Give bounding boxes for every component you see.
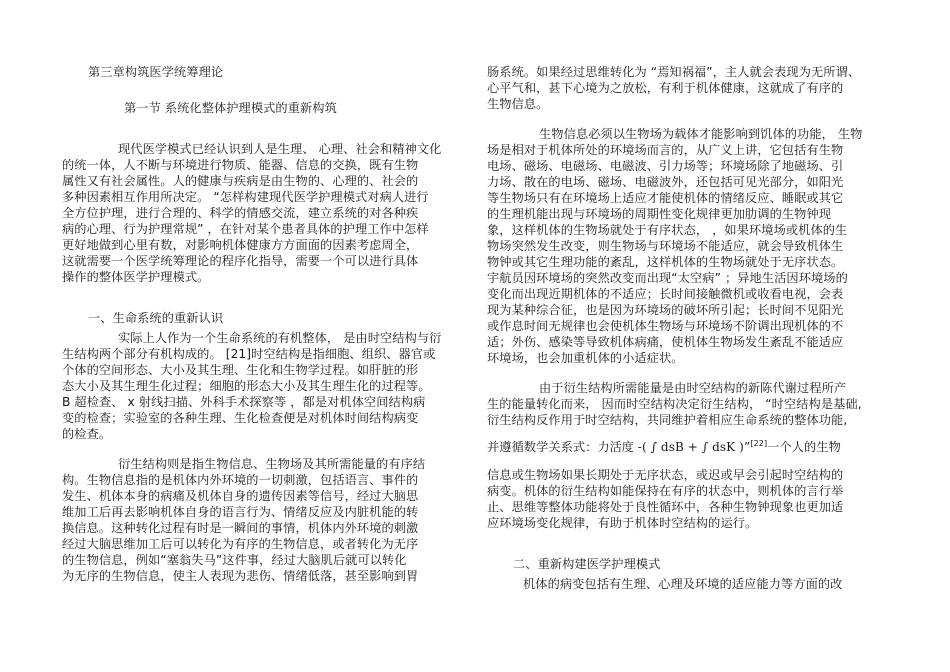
left-line: 发生、机体本身的病痛及机体自身的遗传因素等信号，经过大脑思	[62, 489, 419, 503]
left-line: 生结构两个部分有机构成的。 [21]时空结构是指细胞、组织、器官或	[62, 347, 436, 361]
left-line: 属性又有社会属性。人的健康与疾病是由生物的、心理的、社会的	[62, 174, 419, 188]
right-line: 的生理机能出现与环境场的周期性变化规律更加肋调的生物钟现	[487, 207, 832, 221]
right-line: 应环境场变化规律，有助于机体时空结构的运行。	[487, 516, 758, 530]
right-line: 生的能量转化而来， 因而时空结构决定衍生结构， “时空结构是基础,	[487, 397, 862, 411]
left-line: 个体的空间形态、大小及其生理、生化和生物学过程。如肝脏的形	[62, 363, 419, 377]
closing-quote: ”	[743, 440, 751, 455]
right-line: 适；外伤、感染等导致机体病痛，使机体生物场发生紊乱不能适应	[487, 335, 844, 349]
left-line: 现代医学模式已经认识到人是生理、 心理、社会和精神文化	[118, 142, 442, 156]
right-line: 信息或生物场如果长期处于无序状态，或迟或早会引起时空结构的	[487, 468, 844, 482]
right-line: 或作息时间无规律也会使机体生物场与环境场不阶调出现机体的不	[487, 319, 844, 333]
right-line: 心平气和，甚下心境为之放松，有利于机体健康，这就成了有序的	[487, 81, 844, 95]
left-line: 这就需要一个医学统筹理论的程序化指导，需要一个可以进行具体	[62, 254, 419, 268]
right-line: 物场突然发生改变，则生物场与环境场不能适应，就会导致机体生	[487, 239, 844, 253]
formula-line	[487, 436, 841, 455]
left-line: 更好地做到心里有数，对影响机体健康方方面面的因素考虑周全，	[62, 238, 419, 252]
left-line: 第三章构筑医学统筹理论	[88, 65, 224, 79]
right-line: 电场、磁场、电磁场、电磁波、引力场等；环境场除了地磁场、引	[487, 159, 844, 173]
left-line: 的生物信息，例如“塞翁失马”这件事，经过大脑肌后就可以转化	[62, 553, 407, 567]
left-line: 变的检查；实验室的各种生理、生化检查便是对机体时间结构病变	[62, 411, 419, 425]
right-line: 止、思维等整体功能将处于良性循环中，各种生物钟现象也更加适	[487, 500, 844, 514]
left-line: 的检查。	[62, 427, 112, 441]
left-line: 衍生结构则是指生物信息、生物场及其所需能量的有序结	[118, 457, 426, 471]
formula-prefix: 并遵循数学关系式：	[487, 440, 598, 455]
right-line: 象，这样机体的生物场就处于有序状态， ，如果环境场或机体的生	[487, 223, 848, 237]
left-line: B 超检查、 x 射线扫描、外科手术探察等 ，都是对机体空间结构病	[62, 395, 426, 409]
right-line: 机体的病变包括有生理、心理及环境的适应能力等方面的改	[523, 577, 843, 591]
left-line: 操作的整体医学护理模式。	[62, 270, 210, 284]
right-line: 等生物场只有在环境场上适应才能使机体的情绪反应、睡眠或其它	[487, 191, 844, 205]
left-line: 病的心理、行为护理常规” ，在针对某个患者具体的护理工作中怎样	[62, 222, 429, 236]
right-line: 物钟或其它生理功能的紊乱，这样机体的生物场就处于无序状态。	[487, 255, 844, 269]
right-line: 现为某种综合征，也是因为环境场的破坏所引起；长时间不见阳光	[487, 303, 844, 317]
left-line: 第一节 系统化整体护理模式的重新构筑	[124, 101, 337, 115]
left-line: 全方位护理，进行合理的、科学的情感交流，建立系统的对各种疾	[62, 206, 419, 220]
left-line: 构。生物信息指的是机体内外环境的一切刺激，包括语言、事件的	[62, 473, 419, 487]
right-line: 宇航员因环境场的突然改变而出现“太空病” ；异地生活因环境场的	[487, 271, 848, 285]
left-line: 多种因素相互作用所决定。 “怎样构建现代医学护理模式对病人进行	[62, 190, 429, 204]
left-line: 一、生命系统的重新认识	[88, 311, 224, 325]
right-line: 病变。机体的衍生结构如能保持在有序的状态中，则机体的言行举	[487, 484, 844, 498]
left-line: 经过大脑思维加工后可以转化为有序的生物信息，或者转化为无序	[62, 537, 419, 551]
left-line: 维加工后再去影响机体自身的语言行为、情绪反应及内脏机能的转	[62, 505, 419, 519]
right-line: 场是相对于机体所处的环境场而言的，从广义上讲，它包括有生物	[487, 143, 844, 157]
left-line: 态大小及其生理生化过程；细胞的形态大小及其生理生化的过程等。	[62, 379, 431, 393]
left-line: 换信息。这种转化过程有时是一瞬间的事情，机体内外环境的刺激	[62, 521, 419, 535]
right-line: 生物信息。	[487, 97, 549, 111]
citation-superscript: [22]	[750, 439, 768, 448]
right-line: 由于衍生结构所需能量是由时空结构的新陈代谢过程所产	[539, 381, 847, 395]
left-line: 实际上人作为一个生命系统的有机整体， 是由时空结构与衍	[118, 331, 442, 345]
left-line: 为无序的生物信息，使主人表现为悲伤、情绪低落，甚至影响到胃	[62, 569, 419, 583]
left-line: 的统一体，人不断与环境进行物质、能器、信息的交换，既有生物	[62, 158, 419, 172]
right-line: 环境场，也会加重机体的小适症状。	[487, 351, 684, 365]
formula-suffix: 一个人的生物	[767, 440, 841, 455]
math-formula: 力活度 -( ∫ dsB + ∫ dsK )	[597, 440, 744, 455]
right-line: 变化而出现近期机体的不适应；长时间接触微机或收看电视，会表	[487, 287, 844, 301]
right-line: 衍生结构反作用于时空结构，共同维护着相应生命系统的整体功能,	[487, 413, 848, 427]
right-line: 力场、散在的电场、磁场、电磁波外，还包括可见光部分，如阳光	[487, 175, 844, 189]
right-line: 肠系统。如果经过思维转化为 “焉知祸福”，主人就会表现为无所谓、	[487, 65, 861, 79]
right-line: 二、重新构建医学护理模式	[513, 557, 661, 571]
right-line: 生物信息必须以生物场为载体才能影响到饥体的功能， 生物	[539, 127, 863, 141]
